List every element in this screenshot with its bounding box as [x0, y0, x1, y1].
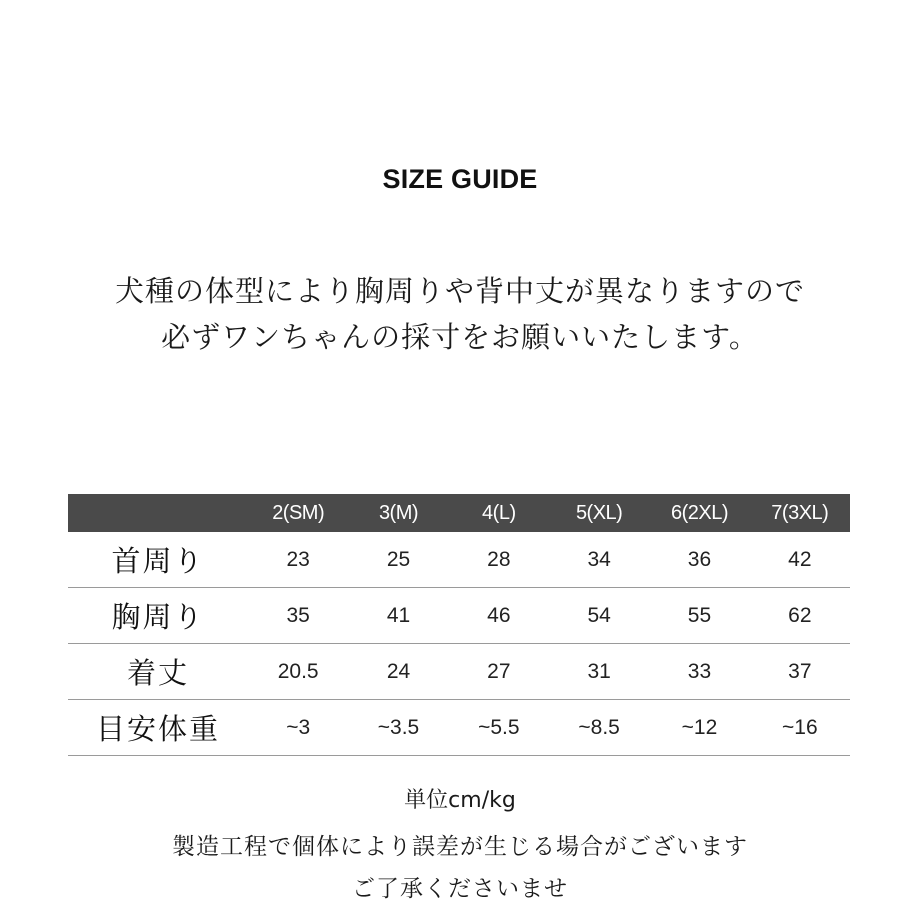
- unit-note: 単位cm/kg: [404, 788, 516, 813]
- table-cell: 35: [286, 603, 310, 627]
- table-cell: 46: [487, 603, 511, 627]
- table-cell: 36: [687, 547, 712, 571]
- size-header-cell: 7(3XL): [771, 501, 829, 524]
- table-cell: 31: [587, 659, 611, 683]
- size-header-cell: 6(2XL): [670, 501, 728, 524]
- row-label-neck: 首周り: [111, 544, 205, 578]
- table-cell: 23: [286, 547, 310, 571]
- table-cell: 25: [386, 547, 411, 571]
- disclaimer-line-1: 製造工程で個体により誤差が生じる場合がございます: [172, 834, 748, 860]
- row-label-weight: 目安体重: [95, 712, 220, 746]
- size-header-cell: 2(SM): [272, 501, 325, 524]
- disclaimer-notes: [0, 826, 920, 910]
- row-label-length: 着丈: [126, 656, 189, 690]
- size-header-cell: 5(XL): [575, 501, 623, 524]
- table-row-length: [68, 644, 850, 700]
- table-cell: ~8.5: [578, 715, 620, 739]
- table-cell: 37: [788, 659, 812, 683]
- intro-line-2: 必ずワンちゃんの採寸をお願いいたします。: [161, 320, 759, 354]
- size-header-cell: 4(L): [482, 501, 516, 524]
- size-header-row: [68, 494, 850, 532]
- table-row-weight: [68, 700, 850, 756]
- disclaimer-line-2: ご了承くださいませ: [352, 876, 568, 902]
- table-cell: 42: [788, 547, 812, 571]
- page-title: SIZE GUIDE: [382, 164, 538, 194]
- table-cell: 33: [687, 659, 712, 683]
- intro-text: [0, 268, 920, 360]
- table-row-neck: [68, 532, 850, 588]
- table-cell: 54: [587, 603, 611, 627]
- table-cell: 34: [587, 547, 611, 571]
- size-table: [68, 494, 850, 756]
- table-cell: 27: [487, 659, 511, 683]
- table-cell: ~12: [681, 715, 718, 739]
- table-cell: 55: [687, 603, 712, 627]
- size-header-cell: 3(M): [378, 501, 419, 524]
- table-cell: 62: [788, 603, 812, 627]
- table-cell: ~16: [782, 715, 818, 739]
- table-cell: 24: [386, 659, 411, 683]
- table-cell: 20.5: [277, 659, 319, 683]
- intro-line-1: 犬種の体型により胸周りや背中丈が異なりますので: [114, 274, 805, 308]
- table-cell: 41: [386, 603, 411, 627]
- header-corner-cell: [68, 494, 248, 532]
- table-row-chest: [68, 588, 850, 644]
- table-cell: ~3.5: [377, 715, 420, 739]
- row-label-chest: 胸周り: [111, 600, 205, 634]
- table-cell: 28: [487, 547, 511, 571]
- table-cell: ~3: [286, 715, 311, 739]
- table-cell: ~5.5: [478, 715, 520, 739]
